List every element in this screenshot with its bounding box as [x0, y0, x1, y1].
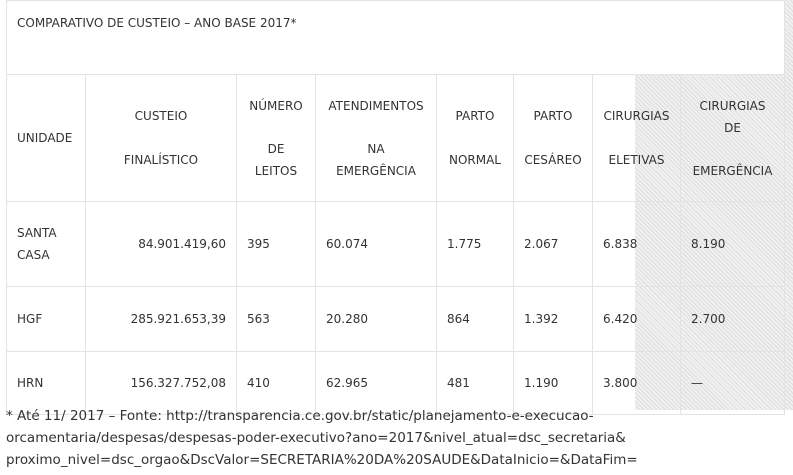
cell-cirurgias-emergencia: 8.190 [681, 202, 785, 287]
header-cirurgias-emergencia [681, 75, 785, 202]
cell-custeio: 156.327.752,08 [86, 352, 237, 415]
cell-parto-cesareo: 2.067 [514, 202, 593, 287]
header-atendimentos [316, 75, 437, 202]
cell-parto-cesareo: 1.392 [514, 287, 593, 352]
cell-unidade: HGF [7, 287, 86, 352]
cell-parto-normal: 481 [437, 352, 514, 415]
header-numero-line1: NÚMERO [249, 98, 303, 113]
cell-custeio: 84.901.419,60 [86, 202, 237, 287]
header-numero-line2: DE [267, 141, 285, 156]
cell-parto-normal: 1.775 [437, 202, 514, 287]
cell-leitos: 395 [237, 202, 316, 287]
cell-unidade-line1: SANTA [17, 226, 57, 240]
header-unidade: UNIDADE [7, 75, 86, 202]
cell-cirurgias-emergencia: 2.700 [681, 287, 785, 352]
header-cir-elet-line1: CIRURGIAS [603, 109, 670, 123]
table-row [7, 287, 785, 352]
footnote-line1: * Até 11/ 2017 – Fonte: http://transparencia.ce.gov.br/static/planejamento-e-execucao- [6, 408, 594, 424]
header-numero-line3: LEITOS [254, 163, 298, 178]
header-parto-normal-line1: PARTO [455, 109, 495, 123]
header-cirurgias-eletivas [593, 75, 681, 202]
header-parto-normal [437, 75, 514, 202]
header-parto-cesareo-line2: CESÁREO [524, 153, 582, 167]
table-row [7, 202, 785, 287]
cell-parto-cesareo: 1.190 [514, 352, 593, 415]
cell-cirurgias-eletivas: 3.800 [593, 352, 681, 415]
cell-cirurgias-emergencia: — [681, 352, 785, 415]
cell-leitos: 563 [237, 287, 316, 352]
table-caption: COMPARATIVO DE CUSTEIO – ANO BASE 2017* [7, 1, 785, 75]
caption-row [7, 1, 785, 75]
source-footnote [6, 405, 786, 471]
header-parto-cesareo [514, 75, 593, 202]
header-row [7, 75, 785, 202]
cell-parto-normal: 864 [437, 287, 514, 352]
cell-cirurgias-eletivas: 6.420 [593, 287, 681, 352]
header-custeio-line1: CUSTEIO [134, 109, 188, 123]
header-custeio [86, 75, 237, 202]
cell-atendimentos: 60.074 [316, 202, 437, 287]
header-numero-leitos [237, 75, 316, 202]
header-atend-line2: NA [367, 141, 385, 156]
cell-cirurgias-eletivas: 6.838 [593, 202, 681, 287]
cell-custeio: 285.921.653,39 [86, 287, 237, 352]
cell-leitos: 410 [237, 352, 316, 415]
header-custeio-line2: FINALÍSTICO [123, 153, 199, 167]
header-parto-normal-line2: NORMAL [448, 153, 501, 167]
cell-atendimentos: 20.280 [316, 287, 437, 352]
cell-unidade: HRN [7, 352, 86, 415]
header-cir-emerg-line3: EMERGÊNCIA [692, 163, 773, 178]
footnote-line3: proximo_nivel=dsc_orgao&DscValor=SECRETARIA%20DA%20SAUDE&DataInicio=&DataFim= [6, 452, 638, 468]
cell-atendimentos: 62.965 [316, 352, 437, 415]
header-cir-emerg-line2: DE [724, 120, 741, 135]
header-atend-line1: ATENDIMENTOS [328, 98, 424, 113]
header-parto-cesareo-line1: PARTO [533, 109, 573, 123]
header-cir-elet-line2: ELETIVAS [608, 153, 665, 167]
footnote-line2: orcamentaria/despesas/despesas-poder-executivo?ano=2017&nivel_atual=dsc_secretaria& [6, 430, 626, 446]
header-cir-emerg-line1: CIRURGIAS [699, 98, 766, 113]
cell-unidade [7, 202, 86, 287]
header-atend-line3: EMERGÊNCIA [336, 163, 416, 178]
cell-unidade-line2: CASA [17, 248, 50, 262]
custeio-table [6, 0, 785, 415]
